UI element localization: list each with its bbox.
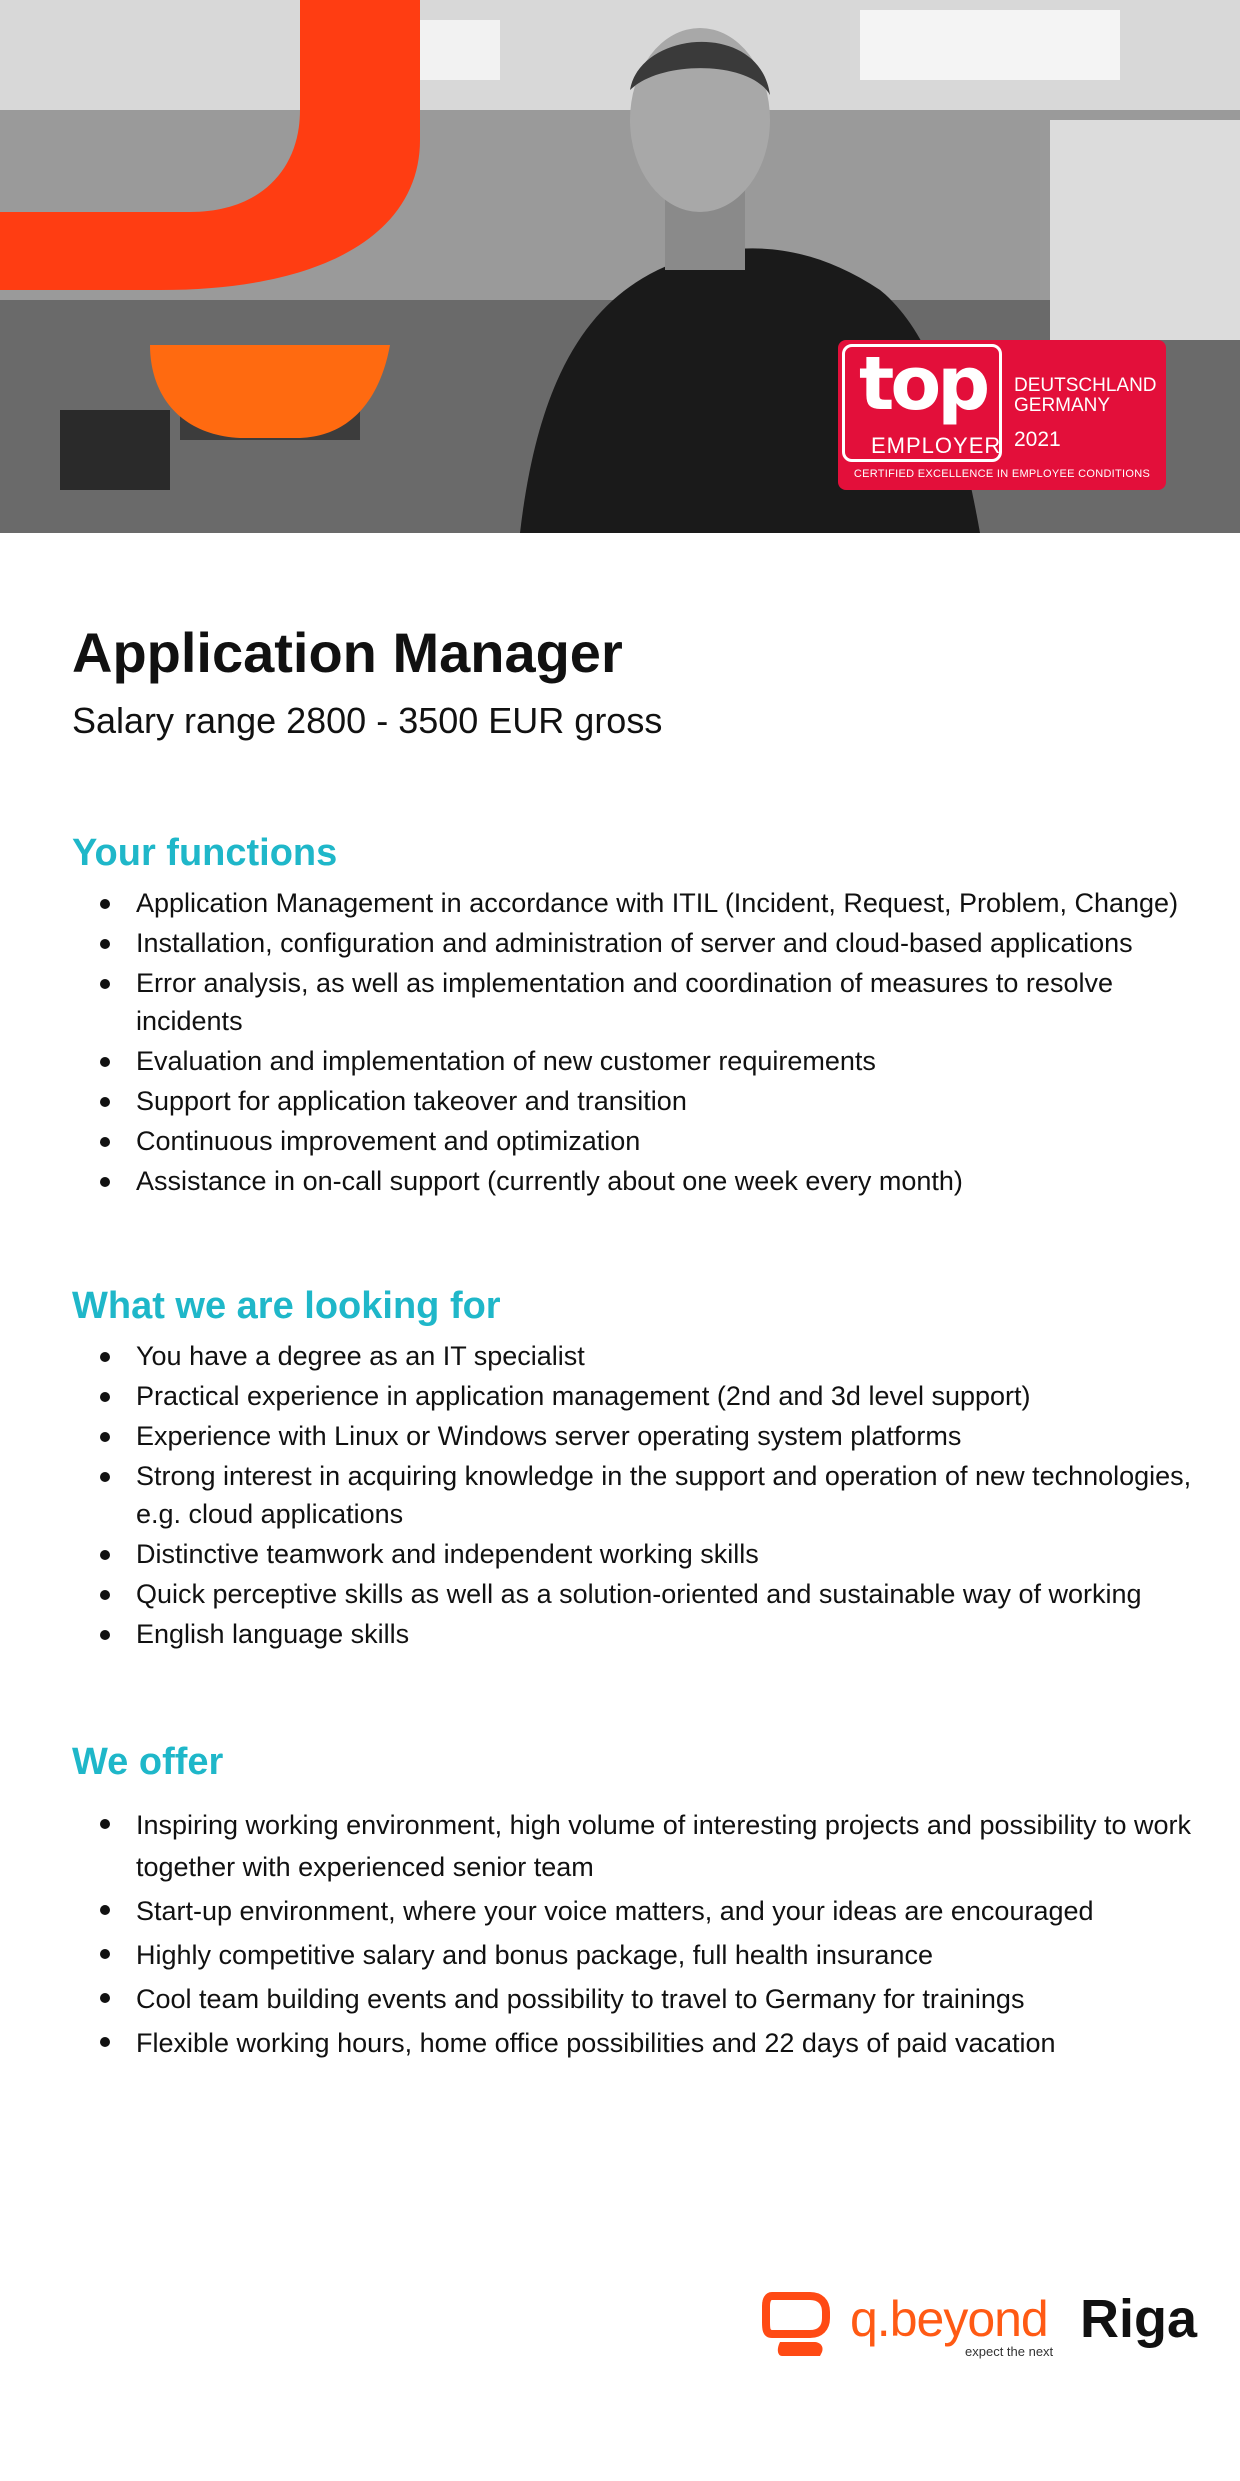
offer-list [72, 1804, 1192, 2066]
list-item: Quick perceptive skills as well as a solution-oriented and sustainable way of working [72, 1575, 1192, 1613]
list-item: Evaluation and implementation of new customer requirements [72, 1042, 1192, 1080]
list-item: English language skills [72, 1615, 1192, 1653]
list-item: Highly competitive salary and bonus package, full health insurance [72, 1934, 1192, 1976]
badge-top-label: top [859, 341, 987, 427]
badge-country-en: GERMANY [1014, 395, 1111, 416]
functions-list [72, 884, 1192, 1202]
functions-heading: Your functions [72, 832, 338, 874]
list-item: Strong interest in acquiring knowledge in the support and operation of new technologies, e.g. cloud applications [72, 1457, 1192, 1533]
looking-for-heading: What we are looking for [72, 1285, 501, 1327]
brand-name: q.beyond [850, 2291, 1048, 2347]
qbeyond-logo-icon [762, 2292, 830, 2358]
list-item: Installation, configuration and administration of server and cloud-based applications [72, 924, 1192, 962]
list-item: Practical experience in application management (2nd and 3d level support) [72, 1377, 1192, 1415]
list-item: Start-up environment, where your voice matters, and your ideas are encouraged [72, 1890, 1192, 1932]
offer-heading: We offer [72, 1741, 224, 1783]
hero-banner [0, 0, 1240, 533]
list-item: Error analysis, as well as implementation and coordination of measures to resolve incidents [72, 964, 1192, 1040]
badge-employer-label: EMPLOYER [871, 433, 1002, 458]
badge-country [1014, 376, 1157, 416]
list-item: Inspiring working environment, high volume of interesting projects and possibility to work together with experienced senior team [72, 1804, 1192, 1888]
badge-country-de: DEUTSCHLAND [1014, 375, 1157, 396]
list-item: You have a degree as an IT specialist [72, 1337, 1192, 1375]
list-item: Experience with Linux or Windows server operating system platforms [72, 1417, 1192, 1455]
brand-city: Riga [1080, 2289, 1198, 2349]
badge-footer: CERTIFIED EXCELLENCE IN EMPLOYEE CONDITIONS [853, 468, 1151, 480]
badge-year: 2021 [1014, 428, 1061, 451]
salary-range: Salary range 2800 - 3500 EUR gross [72, 700, 663, 741]
list-item: Flexible working hours, home office possibilities and 22 days of paid vacation [72, 2022, 1192, 2064]
list-item: Continuous improvement and optimization [72, 1122, 1192, 1160]
company-logo [762, 2290, 1202, 2360]
list-item: Cool team building events and possibility to travel to Germany for trainings [72, 1978, 1192, 2020]
list-item: Distinctive teamwork and independent working skills [72, 1535, 1192, 1573]
looking-for-list [72, 1337, 1192, 1655]
top-employer-badge [838, 340, 1166, 490]
list-item: Assistance in on-call support (currently about one week every month) [72, 1162, 1192, 1200]
job-title: Application Manager [72, 621, 623, 684]
badge-logo-box [842, 341, 1002, 462]
brand-tagline: expect the next [965, 2344, 1054, 2359]
list-item: Support for application takeover and transition [72, 1082, 1192, 1120]
list-item: Application Management in accordance with ITIL (Incident, Request, Problem, Change) [72, 884, 1192, 922]
